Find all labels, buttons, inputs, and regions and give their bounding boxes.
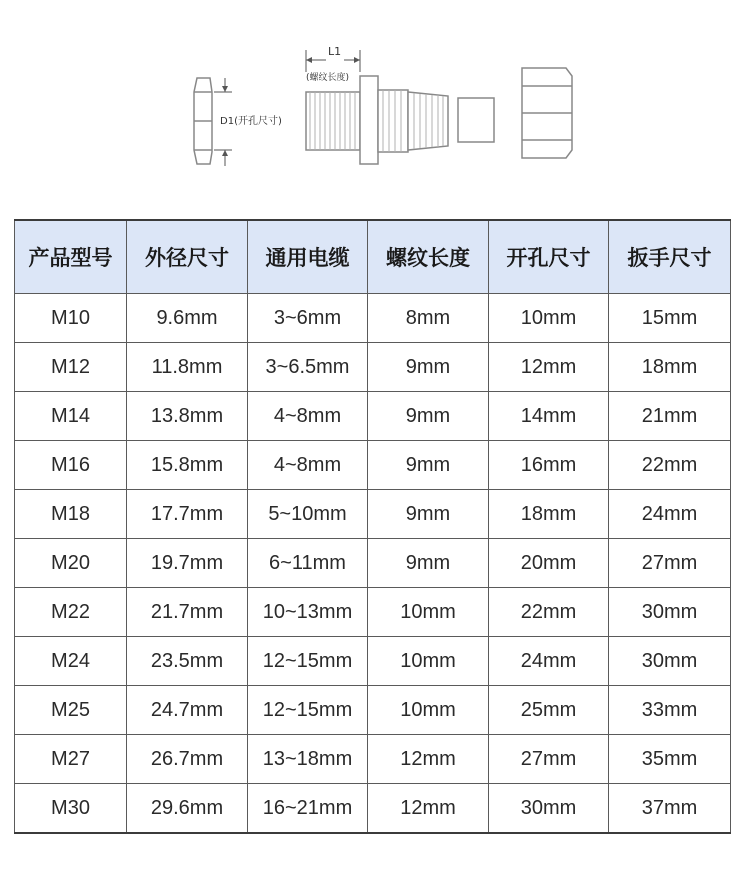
- cell-hole-size: 30mm: [489, 784, 609, 834]
- cell-hole-size: 12mm: [489, 343, 609, 392]
- lock-nut-part: [194, 78, 212, 164]
- cell-model: M16: [15, 441, 127, 490]
- cell-cable-range: 12~15mm: [248, 686, 368, 735]
- seal-insert-part: [458, 98, 494, 142]
- header-wrench-size: 扳手尺寸: [609, 220, 731, 294]
- cell-outer-diameter: 9.6mm: [127, 294, 248, 343]
- cell-outer-diameter: 23.5mm: [127, 637, 248, 686]
- table-row: [15, 294, 731, 343]
- cell-cable-range: 3~6mm: [248, 294, 368, 343]
- cell-model: M18: [15, 490, 127, 539]
- cell-hole-size: 18mm: [489, 490, 609, 539]
- cell-cable-range: 4~8mm: [248, 392, 368, 441]
- cell-model: M14: [15, 392, 127, 441]
- cell-model: M24: [15, 637, 127, 686]
- cell-outer-diameter: 24.7mm: [127, 686, 248, 735]
- cell-model: M25: [15, 686, 127, 735]
- cell-cable-range: 5~10mm: [248, 490, 368, 539]
- cell-model: M22: [15, 588, 127, 637]
- cell-wrench-size: 21mm: [609, 392, 731, 441]
- cell-outer-diameter: 26.7mm: [127, 735, 248, 784]
- cell-wrench-size: 27mm: [609, 539, 731, 588]
- cell-outer-diameter: 13.8mm: [127, 392, 248, 441]
- cell-hole-size: 27mm: [489, 735, 609, 784]
- cell-model: M12: [15, 343, 127, 392]
- cell-hole-size: 16mm: [489, 441, 609, 490]
- cell-hole-size: 25mm: [489, 686, 609, 735]
- cell-wrench-size: 30mm: [609, 588, 731, 637]
- d1-label: D1(开孔尺寸): [220, 116, 282, 127]
- cell-model: M30: [15, 784, 127, 834]
- header-model: 产品型号: [15, 220, 127, 294]
- specification-table: [14, 219, 731, 834]
- cell-hole-size: 10mm: [489, 294, 609, 343]
- table-row: [15, 392, 731, 441]
- cell-outer-diameter: 17.7mm: [127, 490, 248, 539]
- cell-thread-length: 9mm: [368, 441, 489, 490]
- cell-outer-diameter: 15.8mm: [127, 441, 248, 490]
- cell-wrench-size: 35mm: [609, 735, 731, 784]
- cell-outer-diameter: 29.6mm: [127, 784, 248, 834]
- header-cable-range: 通用电缆: [248, 220, 368, 294]
- cell-wrench-size: 18mm: [609, 343, 731, 392]
- cell-cable-range: 13~18mm: [248, 735, 368, 784]
- cell-wrench-size: 24mm: [609, 490, 731, 539]
- cell-cable-range: 6~11mm: [248, 539, 368, 588]
- cell-cable-range: 16~21mm: [248, 784, 368, 834]
- cell-thread-length: 10mm: [368, 588, 489, 637]
- cell-hole-size: 24mm: [489, 637, 609, 686]
- cell-wrench-size: 15mm: [609, 294, 731, 343]
- cell-model: M27: [15, 735, 127, 784]
- cell-thread-length: 9mm: [368, 343, 489, 392]
- cell-wrench-size: 30mm: [609, 637, 731, 686]
- cell-thread-length: 10mm: [368, 637, 489, 686]
- cap-nut-part: [522, 68, 572, 158]
- table-row: [15, 539, 731, 588]
- gland-body-part: [306, 76, 448, 164]
- l1-label: L1: [328, 45, 342, 58]
- header-thread-length: 螺纹长度: [368, 220, 489, 294]
- thread-length-label: (螺纹长度): [306, 73, 350, 83]
- table-row: [15, 490, 731, 539]
- cell-wrench-size: 37mm: [609, 784, 731, 834]
- cell-thread-length: 9mm: [368, 490, 489, 539]
- cell-cable-range: 10~13mm: [248, 588, 368, 637]
- cell-cable-range: 12~15mm: [248, 637, 368, 686]
- cell-wrench-size: 22mm: [609, 441, 731, 490]
- table-row: [15, 588, 731, 637]
- table-row: [15, 441, 731, 490]
- cell-thread-length: 8mm: [368, 294, 489, 343]
- table-row: [15, 637, 731, 686]
- table-row: [15, 343, 731, 392]
- cell-cable-range: 4~8mm: [248, 441, 368, 490]
- table-header-row: [15, 220, 731, 294]
- header-hole-size: 开孔尺寸: [489, 220, 609, 294]
- cell-model: M10: [15, 294, 127, 343]
- table-row: [15, 735, 731, 784]
- cell-model: M20: [15, 539, 127, 588]
- cell-thread-length: 10mm: [368, 686, 489, 735]
- cell-thread-length: 12mm: [368, 735, 489, 784]
- table-row: [15, 784, 731, 834]
- cell-thread-length: 12mm: [368, 784, 489, 834]
- header-outer-diameter: 外径尺寸: [127, 220, 248, 294]
- cell-outer-diameter: 11.8mm: [127, 343, 248, 392]
- cell-hole-size: 20mm: [489, 539, 609, 588]
- cell-wrench-size: 33mm: [609, 686, 731, 735]
- cell-hole-size: 22mm: [489, 588, 609, 637]
- cell-thread-length: 9mm: [368, 539, 489, 588]
- cell-outer-diameter: 21.7mm: [127, 588, 248, 637]
- cell-outer-diameter: 19.7mm: [127, 539, 248, 588]
- cell-thread-length: 9mm: [368, 392, 489, 441]
- cable-gland-drawing: [0, 0, 750, 200]
- cable-gland-diagram: [0, 0, 750, 200]
- table-row: [15, 686, 731, 735]
- cell-hole-size: 14mm: [489, 392, 609, 441]
- cell-cable-range: 3~6.5mm: [248, 343, 368, 392]
